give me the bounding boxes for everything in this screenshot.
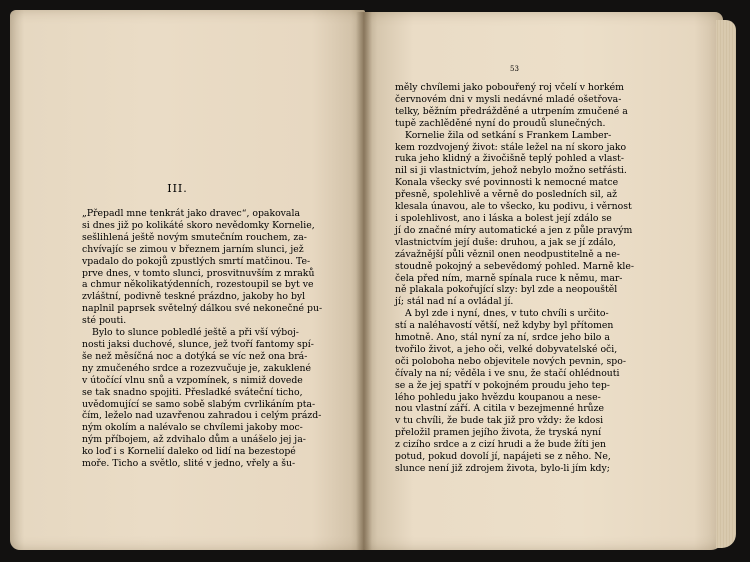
text-line: prve dnes, v tomto slunci, prosvitnuvším z mraků — [82, 267, 315, 279]
text-line: si dnes již po kolikáté skoro nevědomky Kornelie, — [82, 219, 315, 231]
text-line: ně plakala pokořující slzy: byl zde a neopouštěl — [395, 284, 618, 296]
text-line: čívaly na ní; věděla i ve snu, že stačí ohlédnouti — [395, 367, 620, 379]
text-line: še než měsíčná noc a dotýká se víc než ona brá- — [82, 350, 308, 362]
text-line: ným příbojem, až zdvihalo dům a unášelo jej ja- — [82, 434, 306, 446]
text-line: jí do značné míry automatické a jen z půle pravým — [395, 224, 633, 236]
text-line: i spolehlivost, ano i láska a bolest její zdálo se — [395, 212, 612, 224]
text-line: naplnil paprsek světelný dálkou své nekonečné pu- — [82, 303, 323, 315]
text-line: v tu chvíli, že bude tak již pro vždy: že kdosi — [395, 415, 604, 427]
right-page-number: 53 — [510, 65, 519, 73]
chapter-title: III. — [167, 182, 188, 195]
text-line: stoudně pokojný a sebevědomý pohled. Marně kle- — [395, 260, 634, 272]
text-line: kem rozdvojený život: stále ležel na ní skoro jako — [395, 141, 627, 153]
text-line: ruka jeho klidný a živočišně teplý pohled a vlast- — [395, 153, 625, 165]
text-line: nou vlastní září. A citila v bezejmenné hrůze — [395, 403, 605, 415]
text-line: zvláštní, podivně teskné prázdno, jakoby ho byl — [82, 291, 306, 303]
right-page-text — [395, 82, 647, 475]
text-line: uvědomující se samo sobě slabým cvrlikáním pta- — [82, 398, 316, 410]
text-line: sešlihlená ještě novým smutečním rouchem, za- — [82, 231, 307, 243]
text-line: ným okolím a nalévalo se chvílemi jakoby moc- — [82, 422, 303, 434]
text-line: sté pouti. — [82, 315, 127, 327]
book-gutter — [356, 12, 372, 550]
text-line: nosti jaksi duchové, slunce, jež tvoří fantomy spí- — [82, 338, 314, 350]
text-line: vpadalo do pokojů zpustlých smrtí matčinou. Te- — [82, 255, 311, 267]
text-line: z cizího srdce a z cizí hrudi a že bude žíti jen — [395, 439, 607, 451]
text-line: tvořilo život, a jeho oči, velké dobyvatelské oči, — [395, 343, 618, 355]
text-line: slunce není již zdrojem života, bylo-li jím kdy; — [395, 463, 610, 474]
page-edges — [716, 20, 736, 548]
text-line: vlastnictvím její duše: druhou, a jak se jí zdálo, — [395, 236, 617, 248]
text-line: chvívajíc se zimou v březnem jarním slunci, jež — [82, 243, 304, 255]
text-line: potud, pokud dovolí jí, napájeti se z něho. Ne, — [395, 451, 611, 463]
text-line: jí; stál nad ní a ovládal jí. — [395, 296, 514, 308]
text-line: přesně, spolehlivě a věrně do posledních sil, až — [395, 189, 618, 201]
text-line: se tak snadno spojiti. Přesladké sváteční ticho, — [82, 386, 303, 398]
text-line: tupě zachlěděné nyní do proudů slunečných. — [395, 117, 606, 129]
text-line: hmotně. Ano, stál nyní za ní, srdce jeho bilo a — [395, 332, 610, 344]
text-line: „Přepadl mne tenkrát jako dravec“, opakovala — [82, 208, 300, 219]
text-line: oči poloboha nebo objevitele nových pevnin, spo- — [395, 355, 626, 367]
text-line: ko loď i s Kornelií daleko od lidí na bezestopé — [82, 446, 296, 458]
text-line: čím, leželo nad uzavřenou zahradou i celým prázd- — [82, 410, 322, 422]
text-line: klesala únavou, ale to všecko, ku podivu, i věrnost — [395, 201, 632, 213]
text-line: Konala všecky své povinnosti k nemocné matce — [395, 177, 619, 189]
text-line: stí a naléhavostí větší, než kdyby byl přítomen — [395, 320, 614, 332]
text-line: čela před ním, marně spínala ruce k němu, mar- — [395, 272, 623, 284]
text-line: telky, běžním předrážděné a utrpením zmučené a — [395, 105, 628, 117]
text-line: moře. Ticho a světlo, slité v jedno, vřely a šu- — [82, 458, 296, 470]
text-line: lého pohledu jako hvězdu koupanou a nese- — [395, 391, 601, 403]
text-line: závažnější půli věznil onen neodpustitelně a ne- — [395, 248, 620, 260]
text-line: nil si ji vlastnictvím, jehož nebylo možno setřásti. — [395, 165, 627, 177]
text-line: A byl zde i nyní, dnes, v tuto chvíli s určito- — [405, 308, 609, 320]
text-line: Bylo to slunce pobledlé ještě a při vší výboj- — [92, 327, 299, 339]
text-line: ny zmučeného srdce a rozezvučuje je, zakuklené — [82, 362, 312, 374]
text-line: měly chvílemi jako pobouřený roj včelí v horkém — [395, 82, 624, 93]
text-line: se a že jej spatří v pokojném proudu jeho tep- — [395, 379, 610, 391]
text-line: v útočící vlnu snů a vzpomínek, s nimiž dovede — [82, 374, 303, 386]
text-line: červnovém dni v mysli nedávné mladé ošetřova- — [395, 93, 622, 105]
text-line: přeložil pramen jejího života, že tryská nyní — [395, 427, 602, 439]
text-line: Kornelie žila od setkání s Frankem Lamber- — [405, 129, 612, 141]
left-page-text — [82, 208, 324, 470]
text-line: a chmur několikatýdenních, rozestoupil se byt ve — [82, 279, 314, 291]
